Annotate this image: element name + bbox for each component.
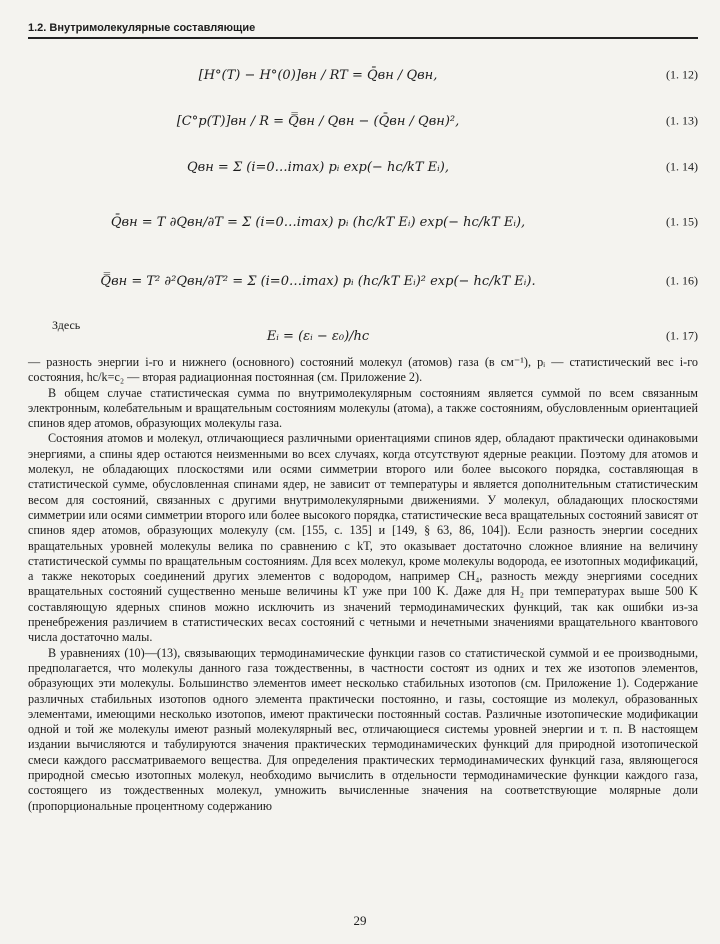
equation-formula: Eᵢ = (εᵢ − ε₀)/hc bbox=[266, 328, 370, 344]
equation-number: (1. 16) bbox=[666, 273, 698, 288]
paragraph: — разность энергии i-го и нижнего (основного) состояний молекул (атомов) газа (в см⁻¹), pᵢ — статистический вес i-го состояния, hc/k=c₂ — вторая радиационная постоянная (см. Приложение 2). bbox=[28, 355, 698, 385]
equation-formula: Q̄вн = T ∂Qвн/∂T = Σ (i=0…imax) pᵢ (hc/kT Eᵢ) exp(− hc/kT Eᵢ), bbox=[110, 214, 526, 230]
equation-1-16 bbox=[28, 258, 698, 304]
equation-number: (1. 13) bbox=[666, 113, 698, 128]
body-text bbox=[28, 355, 698, 814]
here-word: Здесь bbox=[52, 318, 81, 332]
equation-number: (1. 17) bbox=[666, 328, 698, 343]
equation-1-12 bbox=[28, 52, 698, 98]
page-number: 29 bbox=[353, 913, 367, 928]
equation-1-14 bbox=[28, 144, 698, 190]
equation-number: (1. 12) bbox=[666, 67, 698, 82]
equation-formula: [H°(T) − H°(0)]вн / RT = Q̄вн / Qвн, bbox=[198, 67, 438, 83]
header-rule bbox=[28, 37, 698, 39]
paragraph: В уравнениях (10)—(13), связывающих термодинамические функции газов со статистической суммой и ее производными, предполагается, что молекулы данного газа тождественны, в частности состоят из одних и тех же изотопов элементов, образующих эти молекулы. Большинство элементов имеет несколько стабильных изотопов (см. Приложение 1). Содержание различных стабильных изотопов одного элемента практически постоянно, и газы, состоящие из молекул, образованных элементами, имеющими несколько изотопов, имеют практически постоянный состав. Различные изотопические модификации одной и той же молекулы имеют разный молекулярный вес, отличающиеся системы уровней энергии и т. п. В настоящем издании вычисляются и табулируются значения практических термодинамических функций для природной изотопической смеси каждого рассматриваемого вещества. Для определения практических термодинамических функций газа, являющегося природной смесью изотопных молекул, необходимо вычислить в отдельности термодинамические функции каждого газа, состоящего из тождественных молекул, умножить вычисленные значения на соответствующие молярные доли (пропорциональные процентному содержанию bbox=[28, 645, 698, 813]
equation-1-17 bbox=[28, 316, 698, 356]
paragraph: В общем случае статистическая сумма по внутримолекулярным состояниям является суммой по всем связанным электронным, колебательным и вращательным состояниям молекулы (атома), а также состояниям, обусловленным ориентацией спинов ядер атомов, образующих молекулы газа. bbox=[28, 385, 698, 431]
running-header: 1.2. Внутримолекулярные составляющие bbox=[28, 22, 256, 34]
equation-formula: [C°p(T)]вн / R = Q̿вн / Qвн − (Q̄вн / Qвн)², bbox=[176, 113, 460, 129]
equation-1-13 bbox=[28, 98, 698, 144]
equation-number: (1. 15) bbox=[666, 214, 698, 229]
equation-number: (1. 14) bbox=[666, 159, 698, 174]
equation-1-15 bbox=[28, 199, 698, 245]
paragraph: Состояния атомов и молекул, отличающиеся различными ориентациями спинов ядер, обладают практически одинаковыми энергиями, а спины ядер остаются неизменными во всех случаях, когда отсутствуют ядерные реакции. Поэтому для атомов и молекул, не обладающих плоскостями или осями симметрии второго или более высокого порядка, составляющая в статистической сумме, обусловленная спинами ядер, не зависит от температуры и является дополнительным статистическим весом для состояний, связанных с другими внутримолекулярными движениями. У молекул, обладающих плоскостями симметрии или осями симметрии второго или более высокого порядка, статистические веса вращательных состояний зависят от спинов ядер атомов, образующих молекулу (см. [155, с. 135] и [149, § 63, 86, 104]). Если разность энергии соседних вращательных уровней молекулы велика по сравнению с kT, это оказывает достаточно сложное влияние на величину статистической суммы по вращательным состояниям. Для всех молекул, кроме молекулы водорода, ее изотопных модификаций, а также некоторых соединений других элементов с водородом, например CH₄, разность между энергиями соседних вращательных состояний существенно меньше величины kT уже при 100 K. Даже для H₂ при температурах выше 500 K составляющую ядерных спинов можно исключить из значений термодинамических функций, так как ошибки из-за пренебрежения различием в статистических весах состояний с четными и нечетными значениями вращательного квантового числа достаточно малы. bbox=[28, 431, 698, 645]
equation-formula: Q̿вн = T² ∂²Qвн/∂T² = Σ (i=0…imax) pᵢ (hc/kT Eᵢ)² exp(− hc/kT Eᵢ). bbox=[100, 273, 536, 289]
equation-formula: Qвн = Σ (i=0…imax) pᵢ exp(− hc/kT Eᵢ), bbox=[187, 159, 449, 175]
